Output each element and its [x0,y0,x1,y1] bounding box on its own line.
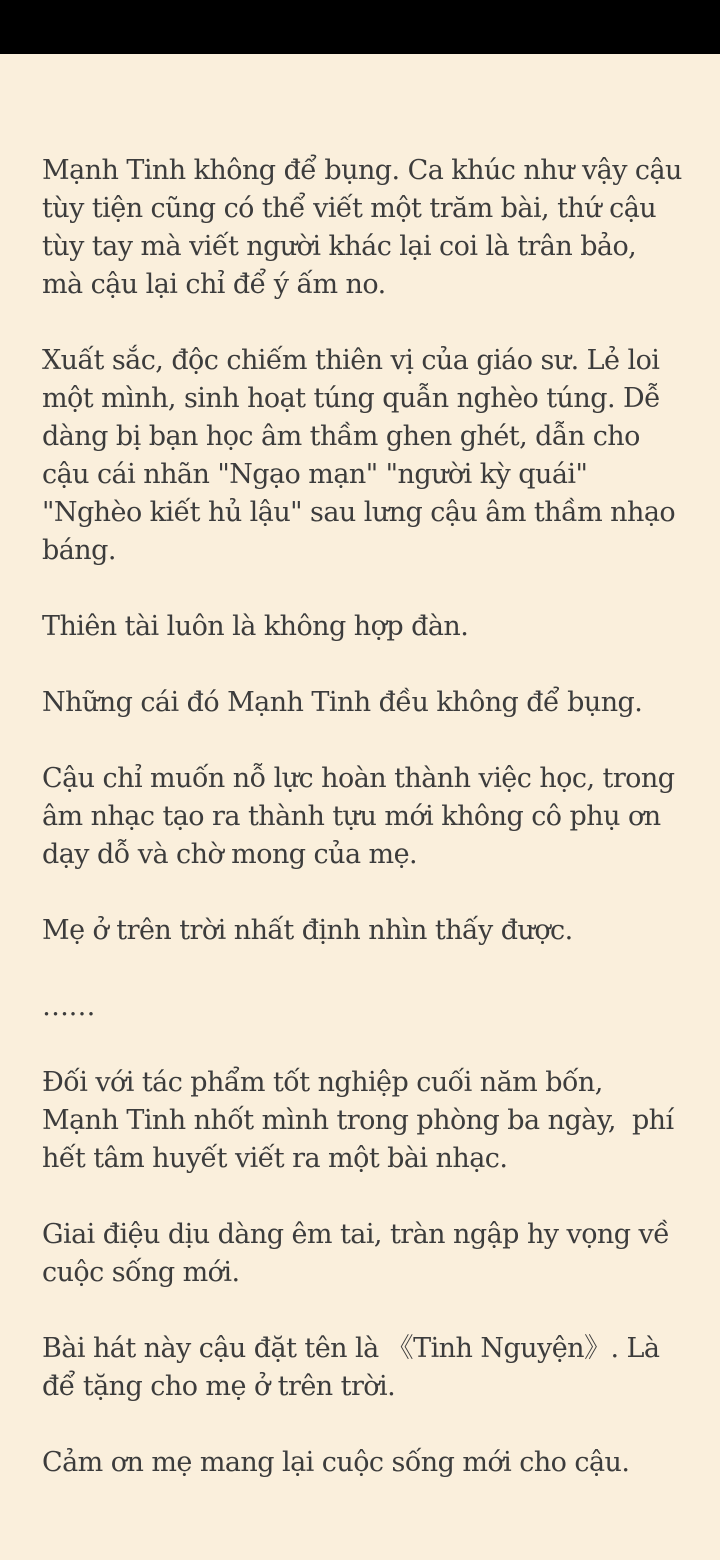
paragraph: Thiên tài luôn là không hợp đàn. [42,611,469,642]
paragraph: Những cái đó Mạnh Tinh đều không để bụng. [42,687,643,718]
paragraph: Bài hát này cậu đặt tên là 《Tinh Nguyện》. Là để tặng cho mẹ ở trên trời. [42,1333,668,1402]
section-break: …… [42,991,95,1022]
paragraph: Xuất sắc, độc chiếm thiên vị của giáo sư. Lẻ loi một mình, sinh hoạt túng quẫn nghèo túng. Dễ dàng bị bạn học âm thầm ghen ghét, dẫn cho cậu cái nhãn "Ngạo mạn" "người kỳ quái" "Nghèo kiết hủ lậu" sau lưng cậu âm thầm nhạo báng. [42,345,684,566]
paragraph: Giai điệu dịu dàng êm tai, tràn ngập hy vọng về cuộc sống mới. [42,1219,678,1288]
paragraph: Đối với tác phẩm tốt nghiệp cuối năm bốn, Mạnh Tinh nhốt mình trong phòng ba ngày, phí hết tâm huyết viết ra một bài nhạc. [42,1067,682,1174]
paragraph: Cậu chỉ muốn nỗ lực hoàn thành việc học, trong âm nhạc tạo ra thành tựu mới không cô phụ ơn dạy dỗ và chờ mong của mẹ. [42,763,683,870]
paragraph: Mẹ ở trên trời nhất định nhìn thấy được. [42,915,573,946]
paragraph: Mạnh Tinh không để bụng. Ca khúc như vậy cậu tùy tiện cũng có thể viết một trăm bài, thứ cậu tùy tay mà viết người khác lại coi là trân bảo, mà cậu lại chỉ để ý ấm no. [42,155,690,300]
status-bar [0,0,720,54]
paragraph: Cảm ơn mẹ mang lại cuộc sống mới cho cậu. [42,1447,630,1478]
reader-content[interactable] [42,152,690,1520]
